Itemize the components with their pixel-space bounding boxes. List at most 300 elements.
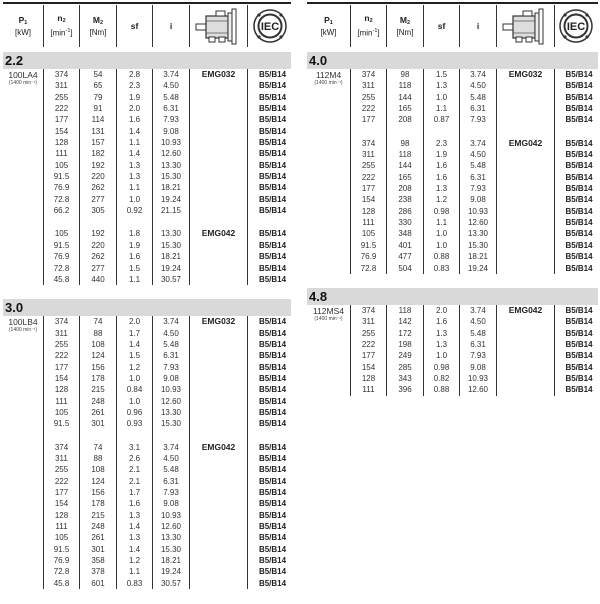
gearbox-model: EMG032 xyxy=(201,316,236,327)
gearbox-empty xyxy=(497,240,554,251)
table-cell: 1.5 xyxy=(128,351,141,361)
table-cell: B5/B14 xyxy=(565,229,593,239)
group-gap xyxy=(460,126,496,138)
table-cell: B5/B14 xyxy=(258,476,287,486)
table-cell: B5/B14 xyxy=(258,499,287,509)
table-cell: 6.31 xyxy=(470,172,486,182)
table-cell: 12.60 xyxy=(467,385,489,395)
table-cell: 105 xyxy=(54,229,69,239)
p1-symbol: P xyxy=(324,14,330,25)
table-cell: 72.8 xyxy=(53,263,70,273)
table-cell: B5/B14 xyxy=(258,339,287,349)
table-cell: 76.9 xyxy=(53,183,70,193)
table-cell: 177 xyxy=(54,362,69,372)
table-cell: 1.1 xyxy=(435,104,448,114)
table-cell: 105 xyxy=(54,533,69,543)
n2-unit-post: ] xyxy=(377,28,380,38)
table-cell: 4.50 xyxy=(470,317,486,327)
table-cell: 13.30 xyxy=(467,229,489,239)
table-cell: 261 xyxy=(91,407,105,417)
table-cell: B5/B14 xyxy=(258,407,287,417)
table-cell: 1.6 xyxy=(128,252,141,262)
table-cell: 1.4 xyxy=(128,339,141,349)
table-cell: 208 xyxy=(398,184,412,194)
group-gap xyxy=(387,126,423,138)
table-cell: B5/B14 xyxy=(565,317,593,327)
group-gap xyxy=(254,216,291,228)
table-cell: 1.0 xyxy=(435,351,448,361)
table-cell: 255 xyxy=(54,465,69,475)
gearbox-column xyxy=(190,69,248,285)
table-cell: 286 xyxy=(398,206,412,216)
gearbox-empty xyxy=(190,418,247,429)
table-cell: 12.60 xyxy=(467,218,489,228)
motor-name: 112MS4 xyxy=(312,305,345,316)
group-gap xyxy=(44,216,79,228)
table-cell: 220 xyxy=(91,172,105,182)
table-cell: 18.21 xyxy=(160,183,182,193)
gearbox-empty xyxy=(190,182,247,193)
table-cell: 1.1 xyxy=(128,183,141,193)
gearbox-empty xyxy=(190,328,247,339)
table-cell: 154 xyxy=(54,373,69,383)
m2-symbol: M xyxy=(399,14,408,25)
table-cell: 144 xyxy=(398,161,412,171)
gearbox-empty xyxy=(497,339,554,350)
table-cell: 4.50 xyxy=(470,81,486,91)
m2-column xyxy=(387,305,424,396)
table-cell: 45.8 xyxy=(53,274,70,284)
table-cell: 262 xyxy=(91,183,105,193)
table-cell: 91.5 xyxy=(53,240,70,250)
table-cell: 3.74 xyxy=(163,442,179,452)
table-cell: 311 xyxy=(362,150,375,160)
table-cell: 157 xyxy=(91,138,105,148)
table-cell: 114 xyxy=(91,115,105,125)
gearbox-empty xyxy=(497,263,554,274)
gearbox-empty xyxy=(497,206,554,217)
table-cell: B5/B14 xyxy=(258,138,287,148)
table-cell: 285 xyxy=(398,362,412,372)
table-cell: B5/B14 xyxy=(258,351,287,361)
gearbox-empty xyxy=(190,339,247,350)
table-cell: 311 xyxy=(55,81,68,91)
table-cell: 128 xyxy=(361,206,376,216)
m2-unit: [Nm] xyxy=(396,27,414,37)
m2-sub: 2 xyxy=(100,19,104,26)
table-cell: 1.9 xyxy=(128,92,141,102)
m2-column xyxy=(80,316,117,589)
table-cell: 0.93 xyxy=(126,419,143,429)
table-cell: B5/B14 xyxy=(258,373,287,383)
table-cell: 45.8 xyxy=(53,578,70,588)
group-gap xyxy=(561,126,597,138)
table-cell: 12.60 xyxy=(160,396,182,406)
table-cell: 6.31 xyxy=(163,351,179,361)
table-cell: 10.93 xyxy=(467,373,489,383)
header-gearbox xyxy=(190,5,248,47)
table-cell: 2.3 xyxy=(435,138,448,148)
table-cell: B5/B14 xyxy=(258,194,287,204)
table-cell: B5/B14 xyxy=(565,218,593,228)
group-gap xyxy=(153,216,189,228)
table-cell: 15.30 xyxy=(160,419,182,429)
table-cell: 74 xyxy=(93,317,103,327)
table-cell: 0.87 xyxy=(433,115,450,125)
group-gap xyxy=(351,126,386,138)
table-cell: 1.1 xyxy=(128,138,141,148)
table-cell: 144 xyxy=(398,92,412,102)
table-cell: 5.48 xyxy=(470,161,486,171)
table-cell: 1.7 xyxy=(128,488,141,497)
table-cell: 1.6 xyxy=(128,115,141,125)
group-gap xyxy=(190,430,247,442)
table-cell: 9.08 xyxy=(470,195,486,205)
header-m2 xyxy=(387,5,424,47)
table-cell: B5/B14 xyxy=(565,104,593,114)
table-cell: 4.50 xyxy=(163,453,179,463)
table-cell: B5/B14 xyxy=(258,362,287,372)
table-cell: 178 xyxy=(91,373,105,383)
table-cell: 255 xyxy=(361,161,376,171)
table-cell: 330 xyxy=(398,218,412,228)
table-cell: 374 xyxy=(361,138,376,148)
table-cell: 3.74 xyxy=(163,70,179,79)
table-cell: B5/B14 xyxy=(258,578,287,588)
table-cell: 3.74 xyxy=(470,305,486,315)
table-cell: 255 xyxy=(361,328,376,338)
header-sf xyxy=(424,5,460,47)
table-cell: 2.8 xyxy=(128,70,141,79)
gearbox-model: EMG042 xyxy=(201,441,236,452)
table-cell: B5/B14 xyxy=(258,522,287,532)
table-cell: 118 xyxy=(398,305,412,315)
gearbox-empty xyxy=(190,362,247,373)
group-gap xyxy=(153,430,189,442)
table-cell: 91.5 xyxy=(360,240,377,250)
n2-unit xyxy=(357,26,379,39)
gearbox-empty xyxy=(190,274,247,285)
table-cell: 128 xyxy=(361,373,376,383)
table-cell: 4.50 xyxy=(470,150,486,160)
table-cell: 156 xyxy=(91,488,105,497)
table-cell: 178 xyxy=(91,499,105,509)
table-cell: B5/B14 xyxy=(565,92,593,102)
table-cell: 1.6 xyxy=(128,499,141,509)
i-label: i xyxy=(476,21,480,31)
table-cell: B5/B14 xyxy=(565,263,593,273)
table-cell: 222 xyxy=(361,339,376,349)
sf-label: sf xyxy=(130,21,139,31)
group-gap xyxy=(190,216,247,228)
table-cell: B5/B14 xyxy=(258,206,287,216)
table-cell: 19.24 xyxy=(160,567,182,577)
p1-unit: [kW] xyxy=(15,27,31,37)
table-cell: 72.8 xyxy=(53,567,70,577)
n2-column xyxy=(44,316,80,589)
n2-unit-post: ] xyxy=(70,28,73,38)
table-cell: 601 xyxy=(91,578,105,588)
table-cell: 1.3 xyxy=(435,328,448,338)
table-cell: B5/B14 xyxy=(258,274,287,284)
gearbox-empty xyxy=(497,160,554,171)
table-cell: 124 xyxy=(91,476,105,486)
table-cell: 1.1 xyxy=(128,567,141,577)
table-cell: 504 xyxy=(398,263,412,273)
gearbox-empty xyxy=(190,555,247,566)
table-cell: 18.21 xyxy=(160,556,182,566)
table-cell: 2.1 xyxy=(128,465,141,475)
table-cell: 13.30 xyxy=(160,229,182,239)
table-cell: 477 xyxy=(398,252,412,262)
table-cell: 7.93 xyxy=(470,115,486,125)
table-cell: 215 xyxy=(91,385,105,395)
table-cell: B5/B14 xyxy=(258,419,287,429)
table-cell: 128 xyxy=(54,385,69,395)
table-cell: 305 xyxy=(91,206,105,216)
table-cell: B5/B14 xyxy=(565,138,593,148)
table-cell: 1.6 xyxy=(435,172,448,182)
m2-column xyxy=(80,69,117,285)
n2-symbol: n xyxy=(364,13,370,24)
table-cell: 65 xyxy=(93,81,103,91)
table-cell: 165 xyxy=(398,104,412,114)
table-cell: 2.3 xyxy=(128,81,141,91)
table-cell: 192 xyxy=(91,229,105,239)
gearbox-empty xyxy=(190,498,247,509)
table-cell: B5/B14 xyxy=(258,149,287,159)
mounting-column xyxy=(248,69,291,285)
table-cell: 5.48 xyxy=(470,92,486,102)
n2-column xyxy=(351,69,387,274)
table-cell: 111 xyxy=(55,149,68,159)
table-cell: 0.83 xyxy=(433,263,450,273)
right-table xyxy=(307,0,598,396)
header-p1 xyxy=(3,5,44,47)
gearbox-empty xyxy=(497,328,554,339)
table-cell: 98 xyxy=(400,70,410,79)
motor-speed: (1400 min⁻¹) xyxy=(8,80,38,86)
header-gearbox xyxy=(497,5,555,47)
table-cell: 7.93 xyxy=(163,115,179,125)
table-cell: 10.93 xyxy=(160,138,182,148)
table-cell: 5.48 xyxy=(470,328,486,338)
gearbox-empty xyxy=(190,544,247,555)
gearbox-column xyxy=(497,305,555,396)
iec-flange-icon xyxy=(558,8,594,44)
top-rule xyxy=(3,2,291,4)
table-cell: 10.93 xyxy=(160,510,182,520)
table-cell: 91.5 xyxy=(53,419,70,429)
table-cell: 2.0 xyxy=(128,104,141,114)
i-label: i xyxy=(169,21,173,31)
table-cell: B5/B14 xyxy=(565,305,593,315)
svg-text:IEC: IEC xyxy=(260,21,279,33)
gearbox-model: EMG042 xyxy=(201,228,236,239)
table-cell: 111 xyxy=(55,522,68,532)
gearbox-empty xyxy=(190,80,247,91)
sf-column xyxy=(117,316,153,589)
gearbox-empty xyxy=(497,350,554,361)
table-cell: B5/B14 xyxy=(258,81,287,91)
table-cell: B5/B14 xyxy=(258,544,287,554)
sf-column xyxy=(424,305,460,396)
table-cell: 1.4 xyxy=(128,126,141,136)
table-cell: B5/B14 xyxy=(258,442,287,452)
table-cell: 105 xyxy=(54,407,69,417)
table-cell: 3.74 xyxy=(470,138,486,148)
table-cell: 19.24 xyxy=(467,263,489,273)
table-cell: B5/B14 xyxy=(565,362,593,372)
power-band-4-0: 4.0 xyxy=(307,52,598,69)
table-cell: 88 xyxy=(93,328,103,338)
table-cell: 15.30 xyxy=(467,240,489,250)
n2-unit-sup: -1 xyxy=(372,28,378,35)
mounting-column xyxy=(248,316,291,589)
table-cell: 108 xyxy=(91,339,105,349)
gearbox-empty xyxy=(497,384,554,395)
table-cell: 1.2 xyxy=(435,195,448,205)
m2-column xyxy=(387,69,424,274)
gearbox-empty xyxy=(190,171,247,182)
group-gap xyxy=(117,430,152,442)
table-cell: B5/B14 xyxy=(565,70,593,79)
table-header xyxy=(307,5,598,47)
table-cell: 1.3 xyxy=(435,184,448,194)
table-cell: B5/B14 xyxy=(258,556,287,566)
table-cell: 15.30 xyxy=(160,544,182,554)
motor-cell xyxy=(307,305,351,396)
table-cell: 128 xyxy=(54,510,69,520)
table-cell: B5/B14 xyxy=(565,115,593,125)
gearbox-empty xyxy=(190,160,247,171)
table-cell: B5/B14 xyxy=(258,263,287,273)
header-i xyxy=(153,5,190,47)
table-cell: 9.08 xyxy=(470,362,486,372)
header-sf xyxy=(117,5,153,47)
gearbox-empty xyxy=(190,407,247,418)
n2-sub: 2 xyxy=(62,18,66,25)
group-gap xyxy=(254,430,291,442)
table-cell: 0.98 xyxy=(433,362,450,372)
table-cell: 118 xyxy=(398,150,412,160)
gearbox-empty xyxy=(190,263,247,274)
table-cell: 215 xyxy=(91,510,105,520)
table-cell: B5/B14 xyxy=(565,172,593,182)
table-cell: 177 xyxy=(361,351,376,361)
table-cell: B5/B14 xyxy=(258,252,287,262)
gearbox-empty xyxy=(190,384,247,395)
table-cell: 0.83 xyxy=(126,578,143,588)
gearbox-model: EMG042 xyxy=(508,304,543,315)
table-cell: 91.5 xyxy=(53,544,70,554)
table-cell: 7.93 xyxy=(470,351,486,361)
table-cell: 0.88 xyxy=(433,252,450,262)
gearbox-empty xyxy=(190,510,247,521)
table-cell: 6.31 xyxy=(470,339,486,349)
group-gap xyxy=(80,430,116,442)
table-cell: 105 xyxy=(54,160,69,170)
gearbox-empty xyxy=(190,578,247,589)
gearbox-empty xyxy=(190,464,247,475)
gearbox-column xyxy=(190,316,248,589)
gearbox-empty xyxy=(190,487,247,498)
table-cell: 1.3 xyxy=(435,81,448,91)
group-gap xyxy=(44,430,79,442)
table-cell: 222 xyxy=(54,351,69,361)
table-cell: 374 xyxy=(54,442,69,452)
table-cell: B5/B14 xyxy=(258,240,287,250)
i-column xyxy=(153,69,190,285)
gearbox-empty xyxy=(497,316,554,327)
table-cell: 277 xyxy=(91,263,105,273)
table-cell: 192 xyxy=(91,160,105,170)
table-cell: 222 xyxy=(361,172,376,182)
table-cell: 440 xyxy=(91,274,105,284)
i-column xyxy=(460,69,497,274)
table-cell: 7.93 xyxy=(163,488,179,497)
table-cell: 13.30 xyxy=(160,407,182,417)
gearbox-empty xyxy=(190,126,247,137)
table-cell: 72.8 xyxy=(360,263,377,273)
table-cell: 255 xyxy=(54,92,69,102)
table-cell: 220 xyxy=(91,240,105,250)
table-cell: B5/B14 xyxy=(258,172,287,182)
table-cell: 3.74 xyxy=(163,317,179,327)
gearbox-empty xyxy=(190,532,247,543)
table-cell: 79 xyxy=(93,92,103,102)
table-cell: B5/B14 xyxy=(258,317,287,327)
header-n2 xyxy=(44,5,80,47)
table-cell: 0.98 xyxy=(433,206,450,216)
table-cell: 12.60 xyxy=(160,522,182,532)
n2-symbol: n xyxy=(57,13,63,24)
table-cell: 0.92 xyxy=(126,206,143,216)
table-cell: 5.48 xyxy=(163,92,179,102)
i-column xyxy=(153,316,190,589)
table-cell: B5/B14 xyxy=(565,252,593,262)
table-cell: B5/B14 xyxy=(258,510,287,520)
table-cell: B5/B14 xyxy=(258,465,287,475)
table-cell: 0.82 xyxy=(433,373,450,383)
table-cell: 301 xyxy=(91,544,105,554)
table-cell: 54 xyxy=(93,70,103,79)
table-cell: 1.4 xyxy=(128,149,141,159)
table-cell: 262 xyxy=(91,252,105,262)
table-cell: 1.3 xyxy=(128,510,141,520)
section-4-8 xyxy=(307,305,598,396)
gearbox-model: EMG042 xyxy=(508,137,543,148)
table-cell: 177 xyxy=(54,115,69,125)
table-cell: 74 xyxy=(93,442,103,452)
gearbox-empty xyxy=(497,251,554,262)
table-cell: 1.0 xyxy=(128,194,141,204)
gearbox-empty xyxy=(190,350,247,361)
gearbox-empty xyxy=(497,373,554,384)
table-cell: 311 xyxy=(55,328,68,338)
n2-unit-pre: [min xyxy=(357,28,373,38)
table-cell: B5/B14 xyxy=(565,195,593,205)
table-cell: 88 xyxy=(93,453,103,463)
table-cell: B5/B14 xyxy=(565,385,593,395)
table-cell: B5/B14 xyxy=(258,183,287,193)
table-cell: 9.08 xyxy=(163,126,179,136)
table-cell: B5/B14 xyxy=(565,161,593,171)
gearbox-empty xyxy=(190,521,247,532)
table-cell: B5/B14 xyxy=(565,206,593,216)
gear-motor-icon xyxy=(501,7,551,45)
motor-speed: (1400 min⁻¹) xyxy=(314,80,343,86)
